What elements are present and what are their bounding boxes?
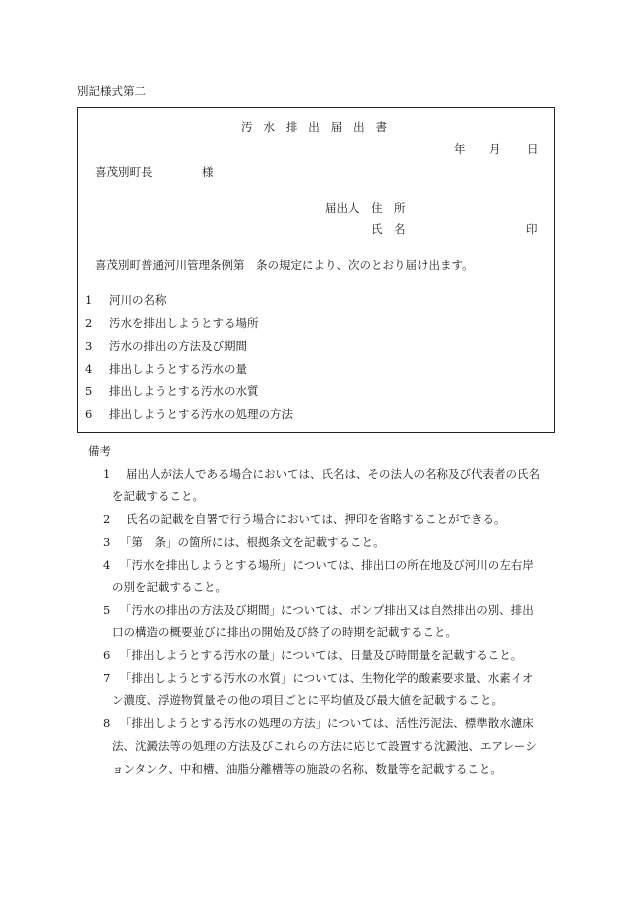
- note-line: 「汚水の排出の方法及び期間」については、ポンプ排出又は自然排出の別、排出: [120, 603, 534, 617]
- note-line: ョンタンク、中和槽、油脂分離槽等の施設の名称、数量等を記載すること。: [112, 762, 502, 776]
- note-line: ン濃度、浮遊物質量その他の項目ごとに平均値及び最大値を記載すること。: [112, 693, 503, 707]
- note-number: 4: [103, 558, 111, 572]
- intro-text: 喜茂別町普通河川管理条例第 条の規定により、次のとおり届け出ます。: [95, 258, 474, 272]
- applicant-address-label: 住 所: [371, 201, 406, 215]
- item-text: 汚水の排出の方法及び期間: [109, 339, 247, 353]
- note-line: 「排出しようとする汚水の水質」については、生物化学的酸素要求量、水素イオ: [120, 671, 534, 685]
- note-number: 7: [103, 671, 111, 685]
- note-line: 「排出しようとする汚水の量」については、日量及び時間量を記載すること。: [120, 648, 523, 662]
- note-line: 「汚水を排出しようとする場所」については、排出口の所在地及び河川の左右岸: [120, 558, 534, 572]
- item-number: 5: [85, 384, 93, 398]
- item-text: 河川の名称: [109, 293, 167, 307]
- note-number: 3: [103, 535, 111, 549]
- addressee-name: 喜茂別町長: [95, 165, 153, 179]
- note-number: 5: [103, 603, 111, 617]
- note-line: の別を記載すること。: [112, 580, 227, 594]
- note-number: 2: [103, 512, 111, 526]
- addressee-honorific: 様: [202, 165, 214, 179]
- date-year-label: 年: [454, 142, 466, 156]
- form-label: 別記様式第二: [77, 84, 146, 98]
- item-number: 2: [85, 316, 93, 330]
- note-line: 法、沈澱法等の処理の方法及びこれらの方法に応じて設置する沈澱池、エアレーシ: [112, 739, 537, 753]
- date-month-label: 月: [489, 142, 501, 156]
- form-title: 汚水排出届出書: [241, 120, 398, 134]
- date-day-label: 日: [527, 142, 539, 156]
- note-line: 「第 条」の箇所には、根拠条文を記載すること。: [120, 535, 385, 549]
- note-number: 6: [103, 648, 111, 662]
- item-text: 汚水を排出しようとする場所: [109, 316, 259, 330]
- note-line: 届出人が法人である場合においては、氏名は、その法人の名称及び代表者の氏名: [126, 467, 540, 481]
- item-number: 4: [85, 362, 93, 376]
- item-number: 6: [85, 407, 93, 421]
- note-number: 1: [103, 467, 111, 481]
- item-text: 排出しようとする汚水の処理の方法: [109, 407, 293, 421]
- applicant-label: 届出人: [325, 201, 360, 215]
- item-number: 3: [85, 339, 93, 353]
- seal-label: 印: [526, 222, 538, 236]
- note-line: を記載すること。: [112, 489, 204, 503]
- note-line: 口の構造の概要並びに排出の開始及び終了の時期を記載すること。: [112, 625, 457, 639]
- item-text: 排出しようとする汚水の量: [109, 362, 247, 376]
- note-line: 「排出しようとする汚水の処理の方法」については、活性汚泥法、標準散水濾床: [120, 716, 534, 730]
- item-number: 1: [85, 293, 93, 307]
- note-number: 8: [103, 716, 111, 730]
- remarks-heading: 備考: [88, 444, 111, 458]
- applicant-name-label: 氏 名: [371, 222, 406, 236]
- note-line: 氏名の記載を自署で行う場合においては、押印を省略することができる。: [126, 512, 506, 526]
- item-text: 排出しようとする汚水の水質: [109, 384, 259, 398]
